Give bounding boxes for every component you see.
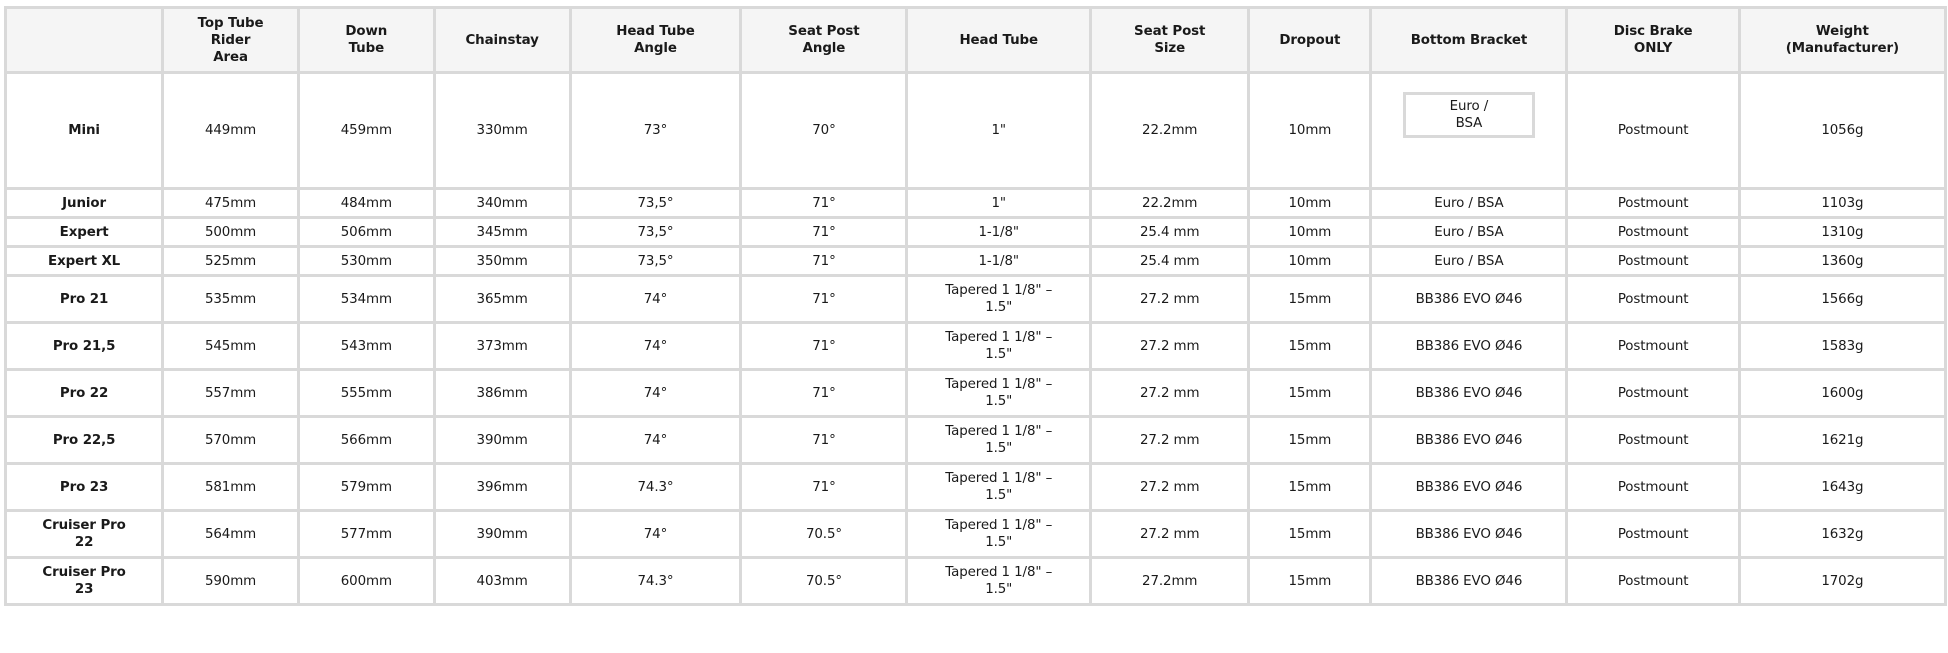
model-cell: Expert: [6, 218, 163, 247]
seat-post-cell: 22.2mm: [1091, 73, 1249, 189]
head-tube-cell: Tapered 1 1/8" – 1.5": [907, 511, 1091, 558]
table-row-junior: [6, 189, 1946, 218]
seat-post-cell: 27.2 mm: [1091, 370, 1249, 417]
top-tube-cell: 545mm: [163, 323, 299, 370]
brake-cell: Postmount: [1567, 464, 1739, 511]
seat-angle-cell: 71°: [741, 218, 907, 247]
model-cell: Cruiser Pro 22: [6, 511, 163, 558]
brake-cell: Postmount: [1567, 247, 1739, 276]
seat-post-cell: 27.2 mm: [1091, 511, 1249, 558]
model-cell: Mini: [6, 73, 163, 189]
seat-angle-cell: 70.5°: [741, 558, 907, 605]
brake-cell: Postmount: [1567, 370, 1739, 417]
top-tube-cell: 525mm: [163, 247, 299, 276]
chainstay-cell: 396mm: [434, 464, 570, 511]
chainstay-cell: 390mm: [434, 417, 570, 464]
chainstay-cell: 340mm: [434, 189, 570, 218]
header-model: [6, 8, 163, 73]
chainstay-cell: 390mm: [434, 511, 570, 558]
dropout-cell: 10mm: [1249, 189, 1371, 218]
seat-post-cell: 25.4 mm: [1091, 247, 1249, 276]
head-tube-cell: 1": [907, 189, 1091, 218]
weight-cell: 1583g: [1739, 323, 1945, 370]
bottom-bracket-cell: BB386 EVO Ø46: [1371, 511, 1567, 558]
header-weight-label: Weight (Manufacturer): [1785, 24, 1899, 56]
head-tube-cell: Tapered 1 1/8" – 1.5": [907, 370, 1091, 417]
header-head-tube-angle-label: Head Tube Angle: [616, 24, 695, 56]
head-tube-cell: Tapered 1 1/8" – 1.5": [907, 276, 1091, 323]
head-angle-cell: 74.3°: [570, 558, 741, 605]
header-dropout: [1249, 8, 1371, 73]
model-cell: Pro 21: [6, 276, 163, 323]
model-cell: Pro 21,5: [6, 323, 163, 370]
header-dropout-label: Dropout: [1279, 32, 1341, 48]
top-tube-cell: 570mm: [163, 417, 299, 464]
top-tube-cell: 475mm: [163, 189, 299, 218]
brake-cell: Postmount: [1567, 417, 1739, 464]
head-angle-cell: 74°: [570, 370, 741, 417]
seat-angle-cell: 71°: [741, 370, 907, 417]
bottom-bracket-cell: BB386 EVO Ø46: [1371, 464, 1567, 511]
head-angle-cell: 73,5°: [570, 247, 741, 276]
header-row: [6, 8, 1946, 73]
header-seat-post-angle: [741, 8, 907, 73]
header-head-tube: [907, 8, 1091, 73]
seat-angle-cell: 70°: [741, 73, 907, 189]
table-row-cruiser-pro-23: [6, 558, 1946, 605]
header-weight: [1739, 8, 1945, 73]
top-tube-cell: 535mm: [163, 276, 299, 323]
brake-cell: Postmount: [1567, 73, 1739, 189]
brake-cell: Postmount: [1567, 323, 1739, 370]
bottom-bracket-cell: Euro / BSA: [1371, 247, 1567, 276]
head-angle-cell: 74°: [570, 511, 741, 558]
header-top-tube: [163, 8, 299, 73]
seat-post-cell: 27.2 mm: [1091, 417, 1249, 464]
down-tube-cell: 577mm: [298, 511, 434, 558]
weight-cell: 1621g: [1739, 417, 1945, 464]
table-row-cruiser-pro-22: [6, 511, 1946, 558]
geometry-table: [4, 6, 1947, 606]
header-disc-brake-label: Disc Brake ONLY: [1613, 24, 1693, 56]
chainstay-cell: 350mm: [434, 247, 570, 276]
weight-cell: 1643g: [1739, 464, 1945, 511]
brake-cell: Postmount: [1567, 558, 1739, 605]
head-angle-cell: 74°: [570, 276, 741, 323]
seat-post-cell: 25.4 mm: [1091, 218, 1249, 247]
seat-angle-cell: 71°: [741, 189, 907, 218]
bottom-bracket-cell: Euro / BSA: [1371, 189, 1567, 218]
down-tube-cell: 534mm: [298, 276, 434, 323]
weight-cell: 1056g: [1739, 73, 1945, 189]
bottom-bracket-cell: Euro / BSA: [1371, 218, 1567, 247]
seat-angle-cell: 71°: [741, 276, 907, 323]
header-head-tube-label: Head Tube: [959, 32, 1038, 48]
model-cell: Cruiser Pro 23: [6, 558, 163, 605]
head-angle-cell: 73,5°: [570, 218, 741, 247]
down-tube-cell: 566mm: [298, 417, 434, 464]
down-tube-cell: 530mm: [298, 247, 434, 276]
weight-cell: 1632g: [1739, 511, 1945, 558]
weight-cell: 1103g: [1739, 189, 1945, 218]
dropout-cell: 10mm: [1249, 247, 1371, 276]
header-head-tube-angle: [570, 8, 741, 73]
model-cell: Pro 22: [6, 370, 163, 417]
header-seat-post-size: [1091, 8, 1249, 73]
head-angle-cell: 73°: [570, 73, 741, 189]
down-tube-cell: 484mm: [298, 189, 434, 218]
seat-angle-cell: 70.5°: [741, 511, 907, 558]
header-bottom-bracket: [1371, 8, 1567, 73]
bottom-bracket-cell: BB386 EVO Ø46: [1371, 323, 1567, 370]
seat-post-cell: 22.2mm: [1091, 189, 1249, 218]
weight-cell: 1566g: [1739, 276, 1945, 323]
head-tube-cell: 1": [907, 73, 1091, 189]
down-tube-cell: 459mm: [298, 73, 434, 189]
top-tube-cell: 581mm: [163, 464, 299, 511]
down-tube-cell: 555mm: [298, 370, 434, 417]
head-tube-cell: 1-1/8": [907, 218, 1091, 247]
table-row-pro-23: [6, 464, 1946, 511]
header-top-tube-label: Top Tube Rider Area: [197, 15, 264, 65]
seat-post-cell: 27.2 mm: [1091, 276, 1249, 323]
chainstay-cell: 365mm: [434, 276, 570, 323]
chainstay-cell: 345mm: [434, 218, 570, 247]
bottom-bracket-box: Euro / BSA: [1403, 92, 1535, 138]
bottom-bracket-cell: BB386 EVO Ø46: [1371, 558, 1567, 605]
dropout-cell: 10mm: [1249, 218, 1371, 247]
header-down-tube-label: Down Tube: [345, 24, 388, 56]
seat-angle-cell: 71°: [741, 464, 907, 511]
chainstay-cell: 403mm: [434, 558, 570, 605]
dropout-cell: 10mm: [1249, 73, 1371, 189]
table-row-expert: [6, 218, 1946, 247]
top-tube-cell: 564mm: [163, 511, 299, 558]
header-seat-post-angle-label: Seat Post Angle: [788, 24, 860, 56]
down-tube-cell: 506mm: [298, 218, 434, 247]
head-angle-cell: 74°: [570, 323, 741, 370]
seat-angle-cell: 71°: [741, 417, 907, 464]
brake-cell: Postmount: [1567, 218, 1739, 247]
chainstay-cell: 386mm: [434, 370, 570, 417]
bottom-bracket-cell: BB386 EVO Ø46: [1371, 276, 1567, 323]
weight-cell: 1600g: [1739, 370, 1945, 417]
head-angle-cell: 73,5°: [570, 189, 741, 218]
table-row-expert-xl: [6, 247, 1946, 276]
top-tube-cell: 557mm: [163, 370, 299, 417]
bottom-bracket-cell: BB386 EVO Ø46: [1371, 417, 1567, 464]
table-row-mini: [6, 73, 1946, 189]
header-disc-brake: [1567, 8, 1739, 73]
dropout-cell: 15mm: [1249, 464, 1371, 511]
head-tube-cell: Tapered 1 1/8" – 1.5": [907, 558, 1091, 605]
weight-cell: 1360g: [1739, 247, 1945, 276]
chainstay-cell: 330mm: [434, 73, 570, 189]
table-row-pro-21: [6, 276, 1946, 323]
weight-cell: 1310g: [1739, 218, 1945, 247]
top-tube-cell: 500mm: [163, 218, 299, 247]
head-tube-cell: Tapered 1 1/8" – 1.5": [907, 417, 1091, 464]
top-tube-cell: 449mm: [163, 73, 299, 189]
model-cell: Junior: [6, 189, 163, 218]
bottom-bracket-cell: BB386 EVO Ø46: [1371, 370, 1567, 417]
seat-post-cell: 27.2 mm: [1091, 323, 1249, 370]
header-seat-post-size-label: Seat Post Size: [1134, 24, 1206, 56]
head-tube-cell: Tapered 1 1/8" – 1.5": [907, 323, 1091, 370]
dropout-cell: 15mm: [1249, 323, 1371, 370]
weight-cell: 1702g: [1739, 558, 1945, 605]
head-angle-cell: 74°: [570, 417, 741, 464]
chainstay-cell: 373mm: [434, 323, 570, 370]
head-angle-cell: 74.3°: [570, 464, 741, 511]
geometry-table-container: [4, 6, 1947, 606]
brake-cell: Postmount: [1567, 189, 1739, 218]
seat-post-cell: 27.2 mm: [1091, 464, 1249, 511]
bottom-bracket-cell: [1371, 73, 1567, 189]
table-row-pro-22-5: [6, 417, 1946, 464]
dropout-cell: 15mm: [1249, 558, 1371, 605]
seat-post-cell: 27.2mm: [1091, 558, 1249, 605]
head-tube-cell: 1-1/8": [907, 247, 1091, 276]
model-cell: Expert XL: [6, 247, 163, 276]
dropout-cell: 15mm: [1249, 370, 1371, 417]
down-tube-cell: 543mm: [298, 323, 434, 370]
model-cell: Pro 23: [6, 464, 163, 511]
model-cell: Pro 22,5: [6, 417, 163, 464]
header-chainstay: [434, 8, 570, 73]
seat-angle-cell: 71°: [741, 323, 907, 370]
header-down-tube: [298, 8, 434, 73]
header-bottom-bracket-label: Bottom Bracket: [1410, 32, 1528, 48]
header-chainstay-label: Chainstay: [465, 32, 539, 48]
head-tube-cell: Tapered 1 1/8" – 1.5": [907, 464, 1091, 511]
table-row-pro-21-5: [6, 323, 1946, 370]
down-tube-cell: 579mm: [298, 464, 434, 511]
brake-cell: Postmount: [1567, 511, 1739, 558]
down-tube-cell: 600mm: [298, 558, 434, 605]
dropout-cell: 15mm: [1249, 511, 1371, 558]
brake-cell: Postmount: [1567, 276, 1739, 323]
table-row-pro-22: [6, 370, 1946, 417]
dropout-cell: 15mm: [1249, 417, 1371, 464]
seat-angle-cell: 71°: [741, 247, 907, 276]
top-tube-cell: 590mm: [163, 558, 299, 605]
dropout-cell: 15mm: [1249, 276, 1371, 323]
